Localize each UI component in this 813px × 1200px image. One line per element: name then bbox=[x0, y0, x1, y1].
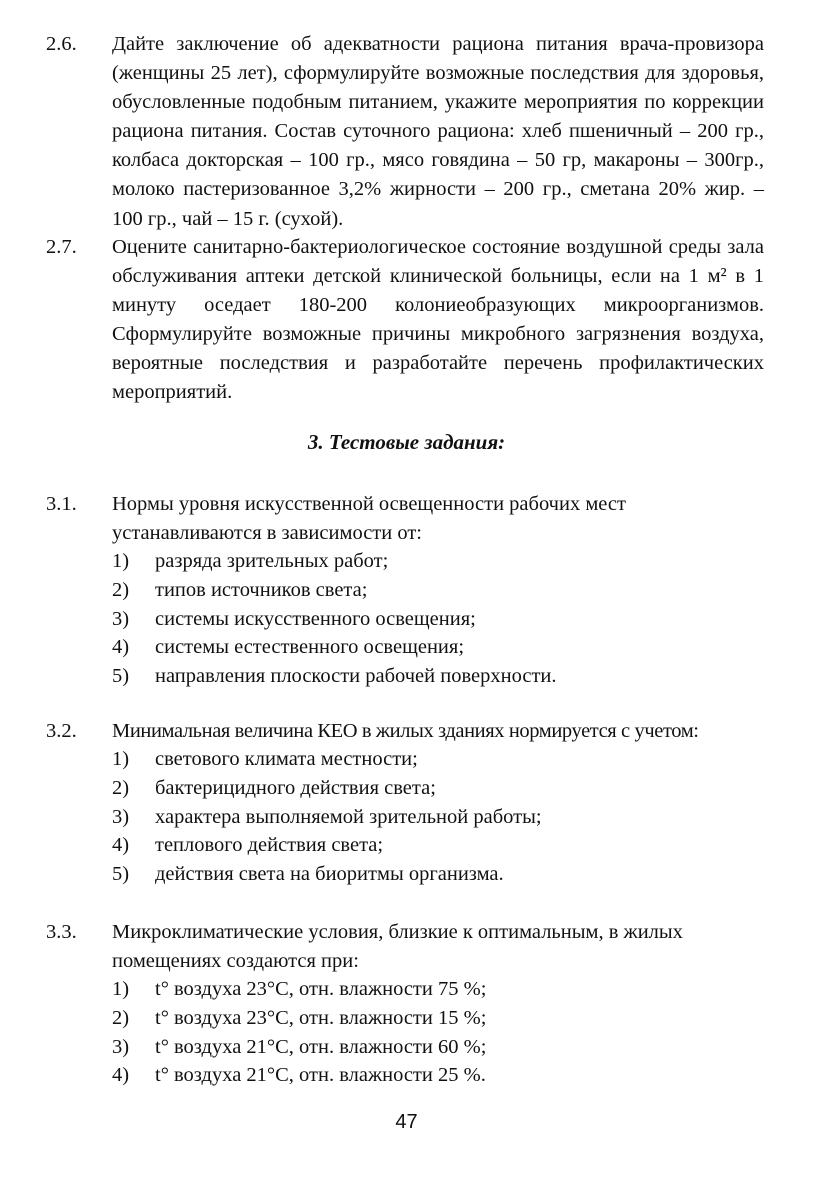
question-number: 3.3. bbox=[46, 921, 77, 943]
option-number: 3) bbox=[112, 607, 130, 630]
option-number: 1) bbox=[112, 748, 130, 770]
option-text: системы естественного освещения; bbox=[155, 636, 465, 659]
option-text: бактерицидного действия света; bbox=[155, 776, 436, 799]
option-text: теплового действия света; bbox=[155, 834, 384, 857]
option-number: 3) bbox=[112, 1035, 130, 1058]
answer-option bbox=[112, 605, 752, 634]
answer-option bbox=[112, 662, 752, 691]
option-number: 2) bbox=[112, 1006, 130, 1029]
task-text: Оцените санитарно-бактериологическое состояние воздушной среды зала обслуживания аптеки детской клинической больницы, если на 1 м² в 1 минуту оседает 180-200 колониеобразующих микроорганизмов. Сформулируйте возможные причины микробного загрязнения воздуха, вероятные последствия и разработайте перечень профилактических мероприятий. bbox=[112, 236, 764, 404]
task-text: Дайте заключение об адекватности рациона питания врача-провизора (женщины 25 лет), сформулируйте возможные последствия для здоровья, обусловленные подобным питанием, укажите мероприятия по коррекции рациона питания. Состав суточного рациона: хлеб пшеничный – 200 гр., колбаса докторская – 100 гр., мясо говядина – 50 гр, макароны – 300гр., молоко пастеризованное 3,2% жирности – 200 гр., сметана 20% жир. – 100 гр., чай – 15 г. (сухой). bbox=[112, 33, 764, 230]
answer-options bbox=[112, 547, 752, 691]
question-stem: Микроклиматические условия, близкие к оптимальным, в жилых помещениях создаются при: bbox=[112, 921, 683, 972]
question-stem: Минимальная величина КЕО в жилых зданиях нормируется с учетом: bbox=[112, 720, 699, 742]
answer-option bbox=[112, 1061, 752, 1090]
answer-option bbox=[112, 975, 752, 1004]
answer-option bbox=[112, 576, 752, 605]
option-number: 5) bbox=[112, 665, 130, 688]
task-number: 2.6. bbox=[46, 33, 77, 55]
option-number: 4) bbox=[112, 1064, 130, 1087]
option-number: 1) bbox=[112, 978, 130, 1000]
answer-option bbox=[112, 831, 752, 860]
answer-option bbox=[112, 547, 752, 576]
answer-option bbox=[112, 803, 752, 832]
question-stem: Нормы уровня искусственной освещенности рабочих мест устанавливаются в зависимости от: bbox=[112, 493, 626, 544]
question-number: 3.1. bbox=[46, 493, 77, 515]
answer-option bbox=[112, 745, 752, 774]
option-text: действия света на биоритмы организма. bbox=[155, 863, 504, 886]
option-number: 2) bbox=[112, 578, 130, 601]
option-number: 4) bbox=[112, 834, 130, 857]
option-text: t° воздуха 21°С, отн. влажности 25 %. bbox=[155, 1064, 486, 1087]
answer-option bbox=[112, 860, 752, 889]
option-number: 5) bbox=[112, 863, 130, 886]
option-text: характера выполняемой зрительной работы; bbox=[155, 805, 542, 828]
option-text: системы искусственного освещения; bbox=[155, 607, 476, 630]
option-number: 2) bbox=[112, 776, 130, 799]
answer-option bbox=[112, 1033, 752, 1062]
option-text: светового климата местности; bbox=[155, 748, 418, 770]
option-number: 1) bbox=[112, 550, 130, 572]
page-number: 47 bbox=[395, 1111, 418, 1133]
option-text: направления плоскости рабочей поверхности. bbox=[155, 665, 557, 688]
option-text: t° воздуха 23°С, отн. влажности 75 %; bbox=[155, 978, 487, 1000]
option-number: 4) bbox=[112, 636, 130, 659]
option-text: типов источников света; bbox=[155, 578, 368, 601]
section-title: 3. Тестовые задания: bbox=[307, 430, 506, 454]
option-text: t° воздуха 23°С, отн. влажности 15 %; bbox=[155, 1006, 487, 1029]
answer-options bbox=[112, 975, 752, 1090]
answer-options bbox=[112, 745, 752, 889]
answer-option bbox=[112, 633, 752, 662]
question-number: 3.2. bbox=[46, 720, 77, 742]
option-text: разряда зрительных работ; bbox=[155, 550, 389, 572]
answer-option bbox=[112, 774, 752, 803]
task-number: 2.7. bbox=[46, 236, 77, 258]
option-number: 3) bbox=[112, 805, 130, 828]
option-text: t° воздуха 21°С, отн. влажности 60 %; bbox=[155, 1035, 487, 1058]
answer-option bbox=[112, 1004, 752, 1033]
